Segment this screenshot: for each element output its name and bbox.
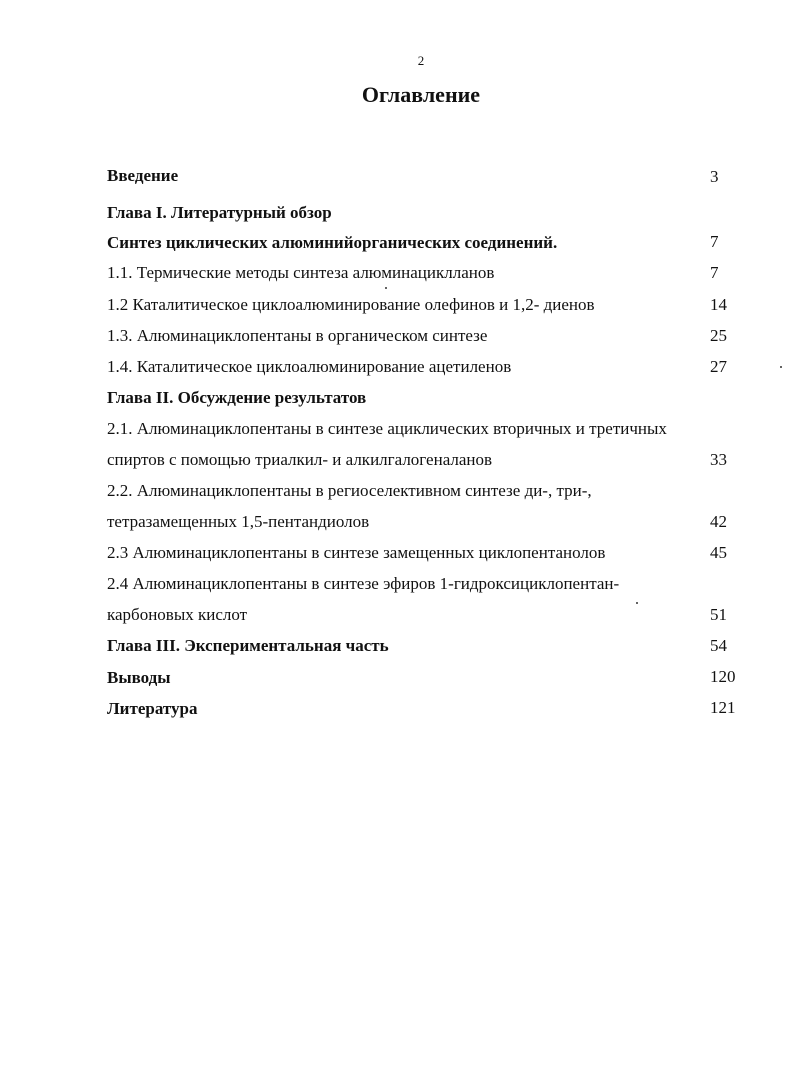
scan-speck xyxy=(636,602,638,604)
toc-entry-text: Литература xyxy=(107,699,198,718)
toc-entry-page: 33 xyxy=(710,450,727,469)
toc-entry-text: Выводы xyxy=(107,668,171,687)
scan-speck xyxy=(780,366,782,368)
page-number: 2 xyxy=(417,53,425,68)
toc-entry-page: 14 xyxy=(710,295,727,314)
toc-entry-text: Введение xyxy=(107,166,179,185)
toc-entry-text: карбоновых кислот xyxy=(107,605,248,624)
toc-entry-text: 2.4 Алюминациклопентаны в синтезе эфиров 1-гидроксициклопентан- xyxy=(107,574,620,593)
page-title: Оглавление xyxy=(361,82,481,107)
toc-entry-page: 27 xyxy=(710,357,727,376)
toc-entry-page: 3 xyxy=(710,167,719,186)
toc-entry-text: спиртов с помощью триалкил- и алкилгалогеналанов xyxy=(107,450,493,469)
toc-entry-page: 51 xyxy=(710,605,727,624)
toc-entry-text: Глава I. Литературный обзор xyxy=(107,203,332,222)
toc-entry-text: 2.2. Алюминациклопентаны в региоселективном синтезе ди-, три-, xyxy=(107,481,592,500)
toc-entry-text: 2.3 Алюминациклопентаны в синтезе замещенных циклопентанолов xyxy=(107,543,606,562)
toc-entry-text: 1.3. Алюминациклопентаны в органическом синтезе xyxy=(107,326,488,345)
toc-entry-page: 45 xyxy=(710,543,727,562)
toc-entry-text: 2.1. Алюминациклопентаны в синтезе ациклических вторичных и третичных xyxy=(107,419,667,438)
toc-entry-text: 1.4. Каталитическое циклоалюминирование ацетиленов xyxy=(107,357,512,376)
toc-entry-page: 25 xyxy=(710,326,727,345)
toc-entry-text: Глава III. Экспериментальная часть xyxy=(107,636,389,655)
toc-entry-page: 7 xyxy=(710,263,719,282)
toc-entry-page: 54 xyxy=(710,636,727,655)
toc-entry-text: Синтез циклических алюминийорганических соединений. xyxy=(107,233,558,252)
toc-entry-page: 121 xyxy=(710,698,736,717)
toc-entry-text: тетразамещенных 1,5-пентандиолов xyxy=(107,512,370,531)
scan-speck xyxy=(385,287,387,289)
toc-entry-text: 1.1. Термические методы синтеза алюминациклланов xyxy=(107,263,495,282)
toc-entry-page: 42 xyxy=(710,512,727,531)
toc-entry-text: 1.2 Каталитическое циклоалюминирование олефинов и 1,2- диенов xyxy=(107,295,595,314)
toc-entry-page: 120 xyxy=(710,667,736,686)
toc-entry-page: 7 xyxy=(710,232,719,251)
toc-entry-text: Глава II. Обсуждение результатов xyxy=(107,388,367,407)
